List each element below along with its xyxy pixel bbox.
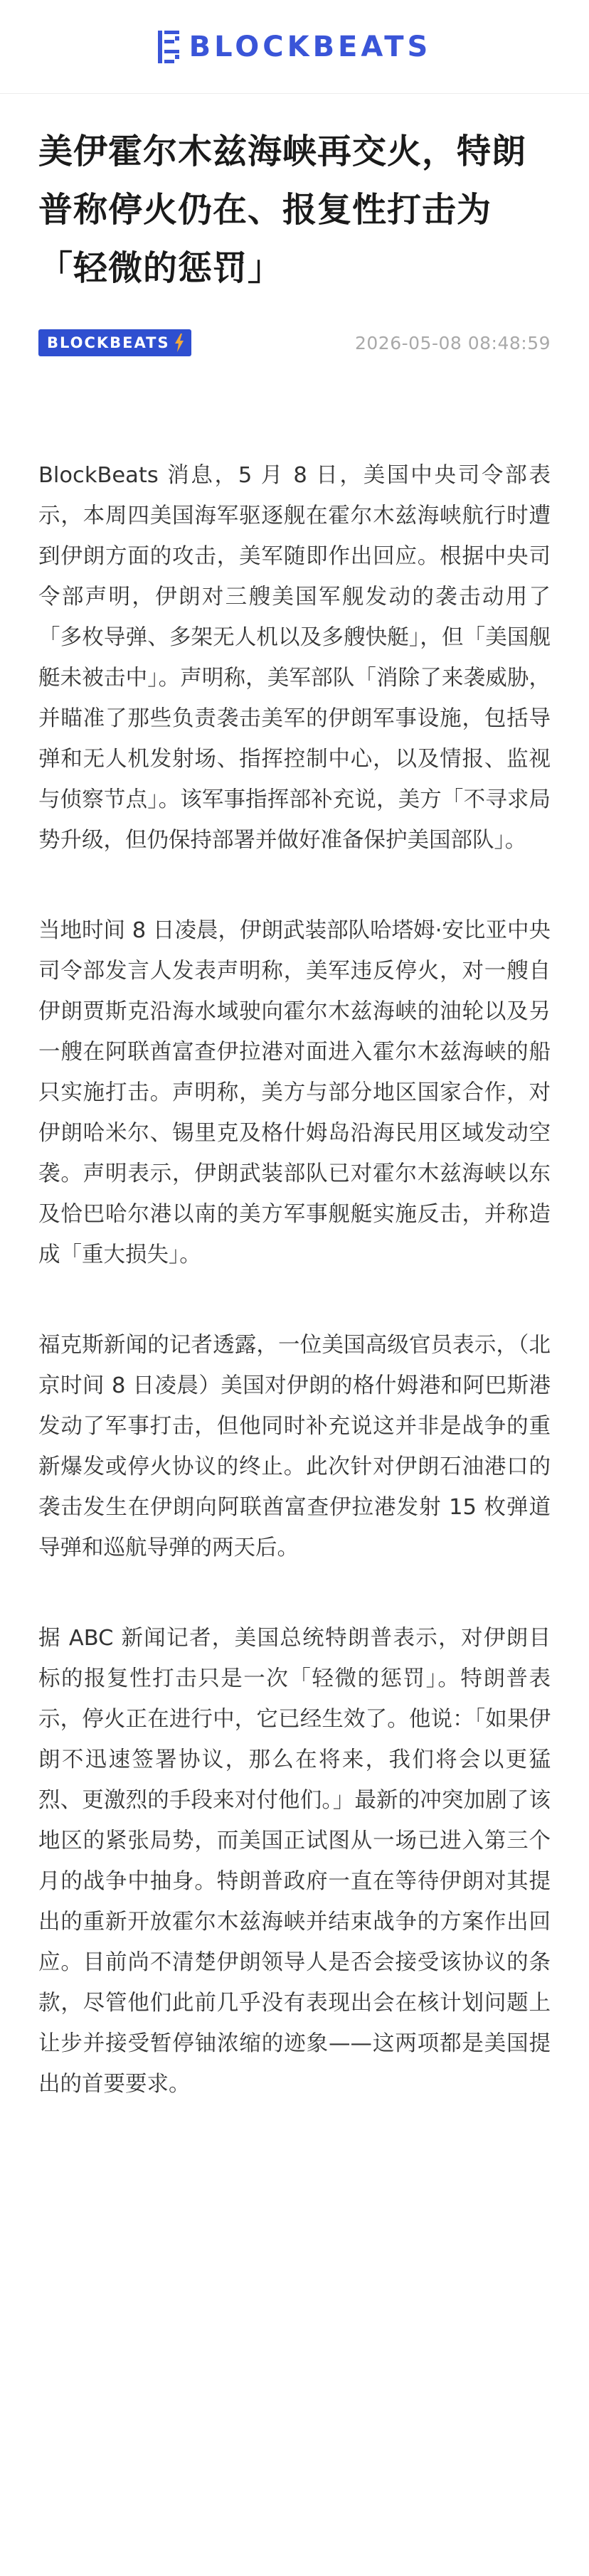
article-paragraph: 当地时间 8 日凌晨，伊朗武装部队哈塔姆·安比亚中央司令部发言人发表声明称，美军违反停火，对一艘自伊朗贾斯克沿海水域驶向霍尔木兹海峡的油轮以及另一艘在阿联酋富查伊拉港对面进入霍尔木兹海峡的船只实施打击。声明称，美方与部分地区国家合作，对伊朗哈米尔、锡里克及格什姆岛沿海民用区域发动空袭。声明表示，伊朗武装部队已对霍尔木兹海峡以东及恰巴哈尔港以南的美方军事舰艇实施反击，并称造成「重大损失」。: [38, 918, 551, 1267]
brand-logo[interactable]: [158, 31, 432, 63]
article-body: [38, 455, 551, 2104]
lightning-bolt-icon: [174, 334, 184, 352]
article-title: 美伊霍尔木兹海峡再交火，特朗普称停火仍在、报复性打击为「轻微的惩罚」: [38, 132, 527, 288]
source-badge-label: BLOCKBEATS: [47, 334, 170, 351]
source-badge[interactable]: [38, 329, 191, 356]
article-paragraph: 福克斯新闻的记者透露，一位美国高级官员表示，（北京时间 8 日凌晨）美国对伊朗的格什姆港和阿巴斯港发动了军事打击，但他同时补充说这并非是战争的重新爆发或停火协议的终止。此次针对伊朗石油港口的袭击发生在伊朗向阿联酋富查伊拉港发射 15 枚弹道导弹和巡航导弹的两天后。: [38, 1333, 551, 1560]
article-meta: [38, 329, 551, 357]
article-paragraph: BlockBeats 消息，5 月 8 日，美国中央司令部表示，本周四美国海军驱逐舰在霍尔木兹海峡航行时遭到伊朗方面的攻击，美军随即作出回应。根据中央司令部声明，伊朗对三艘美国军舰发动的袭击动用了「多枚导弹、多架无人机以及多艘快艇」，但「美国舰艇未被击中」。声明称，美军部队「消除了来袭威胁，并瞄准了那些负责袭击美军的伊朗军事设施，包括导弹和无人机发射场、指挥控制中心，以及情报、监视与侦察节点」。该军事指挥部补充说，美方「不寻求局势升级，但仍保持部署并做好准备保护美国部队」。: [38, 463, 551, 853]
article-paragraph: 据 ABC 新闻记者，美国总统特朗普表示，对伊朗目标的报复性打击只是一次「轻微的惩罚」。特朗普表示，停火正在进行中，它已经生效了。他说：「如果伊朗不迅速签署协议，那么在将来，我们将会以更猛烈、更激烈的手段来对付他们。」最新的冲突加剧了该地区的紧张局势，而美国正试图从一场已进入第三个月的战争中抽身。特朗普政府一直在等待伊朗对其提出的重新开放霍尔木兹海峡并结束战争的方案作出回应。目前尚不清楚伊朗领导人是否会接受该协议的条款，尽管他们此前几乎没有表现出会在核计划问题上让步并接受暂停铀浓缩的迹象——这两项都是美国提出的首要要求。: [38, 1626, 551, 2097]
publish-timestamp: 2026-05-08 08:48:59: [354, 332, 551, 353]
brand-name: BLOCKBEATS: [189, 30, 432, 63]
blockbeats-logo-icon: [158, 31, 179, 63]
site-header: [0, 0, 589, 94]
